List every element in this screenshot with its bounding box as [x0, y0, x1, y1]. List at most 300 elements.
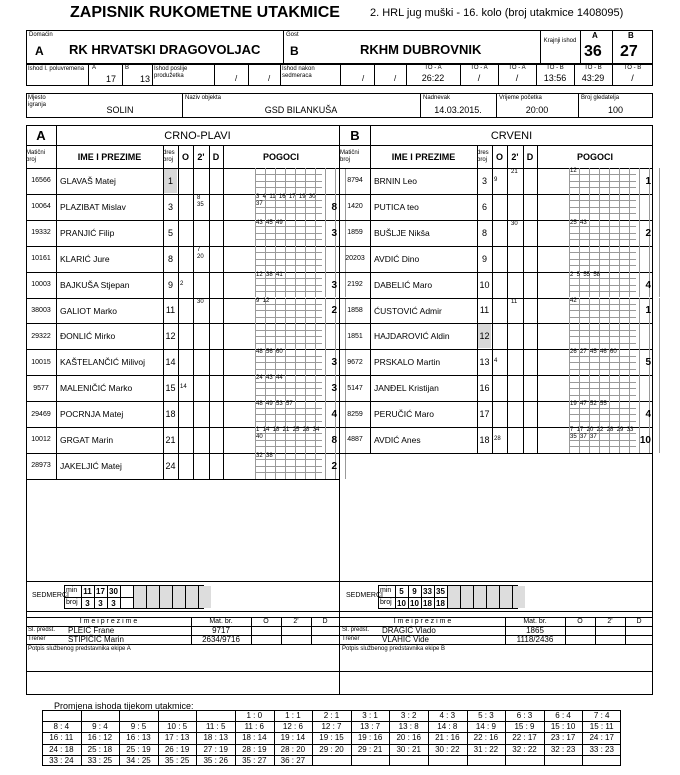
spectators-value: 100	[607, 105, 624, 115]
official-mat: 1118/2436	[516, 635, 554, 644]
player-name: BRNIN Leo	[374, 176, 417, 186]
officials-header: O	[577, 618, 583, 625]
player-total: 10	[639, 434, 651, 446]
guest-label: Gost	[286, 32, 299, 38]
hall-label: Naziv objekta	[185, 95, 222, 101]
score-change: 16 : 11	[49, 733, 74, 743]
time-label: Vrijeme početka	[499, 95, 542, 101]
score-change: 5 : 3	[478, 711, 494, 721]
player-row	[26, 453, 339, 479]
player-number: 3	[167, 201, 173, 212]
player-row	[26, 220, 339, 246]
player-mat: 2192	[347, 281, 363, 289]
final-score-a: 36	[584, 43, 602, 60]
player-row	[340, 168, 653, 194]
player-suspension: 8 35	[197, 194, 204, 208]
score-change: 28 : 20	[280, 744, 306, 754]
player-mat: 10003	[31, 281, 51, 289]
player-row	[340, 375, 653, 401]
sedmerci-min	[133, 585, 146, 597]
sedmerci-broj-label: broj	[380, 599, 392, 606]
match-info: 2. HRL jug muški - 16. kolo (broj utakmice 1408095)	[370, 7, 624, 19]
player-name: MALENIČIĆ Marko	[60, 383, 133, 394]
player-number: 24	[165, 460, 176, 471]
sedmerci-broj	[512, 597, 525, 609]
player-mat: 9577	[33, 384, 49, 392]
player-number: 6	[481, 201, 487, 212]
player-number: 5	[167, 227, 173, 238]
score-change: 19 : 14	[280, 733, 306, 743]
player-warning: 2	[180, 280, 184, 287]
sedmerci-min-label: min	[66, 587, 78, 594]
score-change: 33 : 24	[49, 755, 74, 765]
player-number: 13	[479, 357, 490, 368]
player-mat: 28973	[31, 462, 51, 470]
to-label-4: TO - B	[546, 65, 564, 71]
to-value-3: /	[515, 73, 519, 83]
final-score-b: 27	[620, 43, 638, 60]
player-number: 9	[167, 279, 173, 290]
score-change: 22 : 17	[512, 733, 537, 743]
sedmerci-broj	[172, 597, 185, 609]
sedmerci-broj	[473, 597, 486, 609]
player-mat: 5147	[347, 384, 363, 392]
sedmerci-min: 11	[83, 586, 92, 596]
place-label: Mjesto igranja	[28, 95, 47, 108]
sedmerci-broj	[486, 597, 499, 609]
sedmerci-min	[512, 585, 525, 597]
player-name: BUŠLJE Nikša	[374, 227, 430, 238]
score-change: 19 : 16	[357, 733, 383, 743]
col-header-goals: POGOCI	[262, 152, 299, 162]
player-total: 2	[331, 305, 337, 317]
official-mat: 1865	[526, 626, 544, 635]
score-change: 19 : 15	[319, 733, 344, 743]
player-total: 8	[331, 434, 337, 446]
score-change: 6 : 3	[516, 711, 533, 721]
sedmerci-min	[185, 585, 198, 597]
player-mat: 10015	[31, 358, 51, 366]
official-name: DRAGIĆ Vlado	[382, 626, 436, 635]
sedmerci-broj: 3	[98, 598, 103, 608]
sedmerci-min: 9	[412, 586, 417, 596]
sedmerci-label: SEDMERCI	[32, 592, 69, 599]
player-name: GRGAT Marin	[60, 435, 114, 445]
player-row	[26, 194, 339, 220]
player-goals: 7 17 20 22 28 29 33 35 37 37	[570, 427, 634, 440]
player-mat: 10064	[31, 203, 51, 211]
player-goals: 48 56 60	[256, 349, 283, 356]
player-goals: 24 43 44	[256, 375, 283, 382]
player-number: 11	[479, 305, 490, 316]
to-value-6: /	[631, 73, 634, 83]
score-change: 1 : 0	[246, 711, 263, 721]
player-name: JAKELJIĆ Matej	[60, 460, 122, 471]
sedmerci-min: 5	[399, 586, 404, 596]
to-label-2: TO - A	[470, 65, 488, 71]
date-value: 14.03.2015.	[434, 105, 482, 115]
to-value-2: /	[477, 73, 481, 83]
officials-header: 2'	[607, 618, 613, 625]
score-change: 30 : 21	[396, 744, 421, 754]
sedmerci-min	[146, 585, 159, 597]
player-warning: 9	[494, 176, 498, 183]
officials-header: I m e i p r e z i m e	[393, 618, 452, 625]
col-header-o: O	[181, 152, 189, 162]
player-goals: 42	[570, 297, 577, 304]
score-change: 30 : 22	[435, 744, 460, 754]
page-title: ZAPISNIK RUKOMETNE UTAKMICE	[70, 4, 340, 21]
player-warning: 28	[494, 435, 501, 442]
score-change: 8 : 4	[53, 722, 70, 732]
extra-time-label: Ishod poslije produžetka	[154, 66, 188, 79]
player-goals: 9 12	[256, 297, 270, 304]
score-change: 20 : 16	[396, 733, 421, 743]
sedmerci-min	[486, 585, 499, 597]
score-change: 24 : 18	[49, 744, 74, 754]
sedmerci-broj	[198, 597, 211, 609]
time-value: 20:00	[525, 105, 549, 115]
player-suspension: 7 20	[197, 246, 204, 260]
player-mat: 4887	[347, 436, 363, 444]
player-mat: 1858	[347, 306, 363, 314]
player-row	[340, 272, 653, 298]
sedmerci-broj	[120, 597, 133, 609]
player-row	[340, 220, 653, 246]
player-goals: 12 38 41	[256, 271, 283, 278]
score-change: 16 : 12	[87, 733, 113, 743]
player-name: HAJDAROVIĆ Aldin	[374, 331, 450, 342]
score-change: 15 : 9	[514, 722, 535, 732]
sedmerci-broj: 10	[397, 598, 406, 608]
sedmerci-broj: 18	[423, 598, 432, 608]
player-name: PLAZIBAT Mislav	[60, 201, 126, 212]
player-mat: 8794	[347, 177, 363, 185]
halftime-label: Ishod I. poluvremena	[28, 66, 85, 72]
player-row	[26, 298, 339, 324]
score-change: 36 : 27	[280, 755, 306, 765]
col-header-mat: Matični broj	[340, 150, 360, 163]
player-name: DABELIĆ Maro	[374, 279, 433, 290]
player-total: 1	[645, 305, 651, 317]
player-name: PERUČIĆ Maro	[374, 409, 434, 420]
player-total: 3	[331, 357, 337, 369]
sedmerci-label: SEDMERCI	[346, 592, 383, 599]
player-goals: 26 27 45 46 60	[570, 349, 617, 356]
player-suspension: 30	[197, 298, 204, 305]
guest-team-name: RKHM DUBROVNIK	[360, 42, 482, 57]
player-warning: 14	[180, 384, 187, 391]
score-change: 16 : 13	[126, 733, 151, 743]
player-total: 3	[331, 279, 337, 291]
player-mat: 19332	[31, 229, 51, 237]
final-b-label: B	[628, 31, 634, 40]
official-mat: 9717	[212, 626, 230, 635]
player-mat: 10161	[31, 255, 51, 263]
date-label: Nadnevak	[423, 95, 451, 101]
official-mat: 2634/9716	[202, 635, 240, 644]
col-header-name: IME I PREZIME	[77, 152, 142, 162]
player-number: 1	[164, 169, 177, 193]
player-row	[340, 323, 653, 349]
hall-value: GSD BILANKUŠA	[264, 105, 338, 115]
score-change: 15 : 11	[589, 722, 614, 732]
officials-header: D	[636, 618, 642, 625]
col-header-two: 2'	[197, 152, 205, 162]
player-mat: 29469	[31, 410, 51, 418]
sedmerci-min-label: min	[380, 587, 392, 594]
player-name: POCRNJA Matej	[60, 409, 124, 420]
team-a-letter: A	[36, 128, 46, 143]
extra-time-a: /	[235, 74, 238, 83]
player-name: KAŠTELANČIĆ Milivoj	[60, 357, 146, 368]
sedmerci-broj	[146, 597, 159, 609]
sedmerci-min	[198, 585, 211, 597]
player-row	[340, 401, 653, 427]
sedmerci-min	[447, 585, 460, 597]
player-name: PUTICA teo	[374, 201, 419, 212]
final-score-label: Krajnji ishod	[543, 38, 577, 44]
score-change: 14 : 9	[475, 722, 496, 732]
score-change: 11 : 6	[244, 722, 264, 732]
team-b-letter: B	[350, 128, 360, 143]
player-number: 11	[165, 305, 176, 316]
score-flow-label: Promjena ishoda tijekom utakmice:	[54, 701, 194, 711]
score-change: 35 : 26	[203, 755, 228, 765]
score-change: 25 : 18	[87, 744, 113, 754]
to-label-1: TO - A	[424, 65, 442, 71]
score-change: 29 : 20	[319, 744, 344, 754]
col-header-two: 2'	[511, 152, 519, 162]
player-goals: 12	[570, 168, 577, 174]
seven-meter-a: /	[362, 74, 365, 83]
player-mat: 1851	[347, 332, 363, 340]
sedmerci-broj	[185, 597, 198, 609]
player-goals: 25 43	[570, 219, 587, 226]
score-change: 14 : 8	[437, 722, 458, 732]
player-suspension: 11	[511, 298, 518, 305]
sedmerci-min: 35	[436, 586, 445, 596]
player-total: 1	[645, 175, 651, 187]
team-a-color: CRNO-PLAVI	[164, 130, 231, 142]
player-mat: 20203	[345, 255, 365, 263]
player-total: 5	[645, 357, 651, 369]
score-change: 22 : 16	[473, 733, 499, 743]
sedmerci-min: 33	[423, 586, 432, 596]
sedmerci-broj: 3	[111, 598, 116, 608]
score-change: 7 : 4	[593, 711, 610, 721]
player-mat: 38003	[31, 306, 51, 314]
officials-header: Mat. br.	[209, 618, 233, 625]
player-total: 4	[331, 409, 337, 421]
sedmerci-min	[120, 585, 133, 597]
player-row	[26, 246, 339, 272]
player-mat: 16566	[31, 177, 51, 185]
player-row	[340, 349, 653, 375]
player-mat: 1859	[347, 229, 363, 237]
to-value-4: 13:56	[543, 73, 567, 83]
sedmerci-min: 17	[96, 586, 105, 596]
player-name: PRANJIĆ Filip	[60, 227, 115, 238]
col-header-dres: dres broj	[163, 150, 175, 163]
sedmerci-broj: 18	[436, 598, 445, 608]
player-warning: 4	[494, 358, 498, 365]
col-header-goals: POGOCI	[576, 152, 613, 162]
score-change: 1 : 1	[285, 711, 301, 721]
score-change: 10 : 5	[167, 722, 188, 732]
player-row	[26, 323, 339, 349]
halftime-b-label: B	[125, 65, 130, 71]
signature-label: Potpis službenog predstavnika ekipe A	[28, 646, 131, 652]
col-header-d: D	[212, 152, 220, 162]
player-goals: 32 38	[256, 452, 273, 459]
player-row	[340, 246, 653, 272]
sedmerci-min	[460, 585, 473, 597]
sedmerci-broj	[447, 597, 460, 609]
sedmerci-broj	[159, 597, 172, 609]
score-change: 25 : 19	[126, 744, 151, 754]
score-change: 31 : 22	[473, 744, 499, 754]
final-a-label: A	[592, 31, 598, 40]
player-goals: 48 49 53 57	[256, 401, 293, 408]
col-header-name: IME I PREZIME	[391, 152, 456, 162]
score-change: 3 : 2	[400, 711, 417, 721]
player-row	[26, 168, 339, 194]
sedmerci-broj	[499, 597, 512, 609]
official-role: Sl. predst.	[342, 627, 370, 633]
score-change: 6 : 4	[555, 711, 571, 721]
score-change: 21 : 16	[435, 733, 460, 743]
player-row	[340, 194, 653, 220]
player-total: 4	[645, 409, 651, 421]
score-change: 35 : 27	[242, 755, 267, 765]
score-change: 4 : 3	[439, 711, 456, 721]
sedmerci-broj-label: broj	[66, 599, 78, 606]
col-header-mat: Matični broj	[26, 150, 46, 163]
player-suspension: 30	[511, 220, 518, 227]
player-name: GALIOT Marko	[60, 305, 117, 316]
player-number: 8	[167, 253, 173, 264]
score-change: 34 : 25	[126, 755, 151, 765]
player-number: 16	[479, 383, 490, 394]
guest-letter: B	[290, 44, 299, 58]
score-change: 15 : 10	[550, 722, 576, 732]
player-name: JANĐEL Kristijan	[374, 383, 439, 394]
score-change: 23 : 17	[550, 733, 576, 743]
to-label-6: TO - B	[623, 65, 642, 71]
score-change: 32 : 22	[512, 744, 537, 754]
sedmerci-broj	[133, 597, 146, 609]
sedmerci-min	[473, 585, 486, 597]
player-name: AVDIĆ Dino	[374, 253, 420, 264]
sedmerci-min: 30	[109, 586, 118, 596]
score-change: 24 : 17	[589, 733, 614, 743]
player-number: 17	[479, 409, 490, 420]
player-mat: 1420	[347, 203, 363, 211]
player-goals: 3 4 11 16 17 19 30 37	[256, 193, 316, 207]
player-total: 3	[331, 383, 337, 395]
officials-header: 2'	[293, 618, 299, 625]
player-name: GLAVAŠ Matej	[60, 176, 116, 186]
score-change: 12 : 6	[282, 722, 303, 732]
score-change: 18 : 13	[203, 733, 228, 743]
player-row	[26, 427, 339, 453]
signature-label: Potpis službenog predstavnika ekipe B	[342, 646, 446, 652]
official-role: Trener	[342, 636, 360, 642]
score-change: 11 : 5	[205, 722, 226, 732]
player-row	[340, 427, 653, 453]
official-role: Trener	[28, 636, 46, 642]
player-name: BAJKUŠA Stjepan	[60, 279, 130, 290]
sedmerci-broj: 3	[85, 598, 90, 608]
col-header-d: D	[526, 152, 534, 162]
player-goals: 2 5 55 58	[570, 271, 601, 278]
score-change: 35 : 25	[164, 755, 190, 765]
player-mat: 29322	[31, 332, 51, 340]
halftime-a: 17	[106, 74, 117, 84]
player-total: 3	[331, 227, 337, 239]
player-number: 10	[479, 279, 490, 290]
col-header-o: O	[495, 152, 503, 162]
score-change: 32 : 23	[550, 744, 576, 754]
player-mat: 9672	[347, 358, 363, 366]
player-total: 8	[331, 201, 337, 213]
player-number: 12	[478, 324, 491, 348]
to-label-3: TO - A	[508, 65, 526, 71]
score-change: 28 : 19	[242, 744, 267, 754]
official-name: PLEIĆ Frane	[68, 626, 115, 635]
player-name: ĆUSTOVIĆ Admir	[374, 305, 442, 316]
officials-header: I m e i p r e z i m e	[79, 618, 138, 625]
player-number: 15	[165, 383, 176, 394]
sedmerci-broj	[460, 597, 473, 609]
player-number: 12	[165, 331, 176, 342]
spectators-label: Broj gledatelja	[581, 95, 620, 101]
player-number: 21	[165, 434, 176, 445]
player-total: 2	[645, 227, 651, 239]
player-name: KLARIĆ Jure	[60, 253, 110, 264]
player-suspension: 21	[511, 169, 518, 175]
score-change: 3 : 1	[362, 711, 378, 721]
player-number: 9	[481, 253, 487, 264]
to-value-5: 43:29	[581, 73, 605, 83]
player-name: PRSKALO Martin	[374, 357, 441, 368]
score-change: 33 : 23	[589, 744, 614, 754]
sedmerci-min	[159, 585, 172, 597]
score-change: 18 : 14	[242, 733, 267, 743]
sedmerci-min	[499, 585, 512, 597]
officials-header: D	[322, 618, 328, 625]
player-total: 2	[331, 460, 337, 472]
player-goals: 43 45 49	[256, 219, 283, 226]
player-mat: 8259	[347, 410, 363, 418]
seven-meter-b: /	[394, 74, 397, 83]
player-row	[26, 349, 339, 375]
score-change: 13 : 8	[398, 722, 419, 732]
player-number: 3	[481, 175, 487, 186]
officials-header: O	[263, 618, 269, 625]
player-mat: 10012	[31, 436, 51, 444]
sedmerci-broj: 10	[410, 598, 419, 608]
extra-time-b: /	[268, 74, 271, 83]
player-number: 18	[479, 434, 490, 445]
player-number: 18	[165, 409, 176, 420]
home-team-name: RK HRVATSKI DRAGOVOLJAC	[69, 42, 261, 57]
score-change: 26 : 19	[164, 744, 190, 754]
player-row	[26, 401, 339, 427]
player-number: 8	[481, 227, 487, 238]
player-row	[26, 272, 339, 298]
